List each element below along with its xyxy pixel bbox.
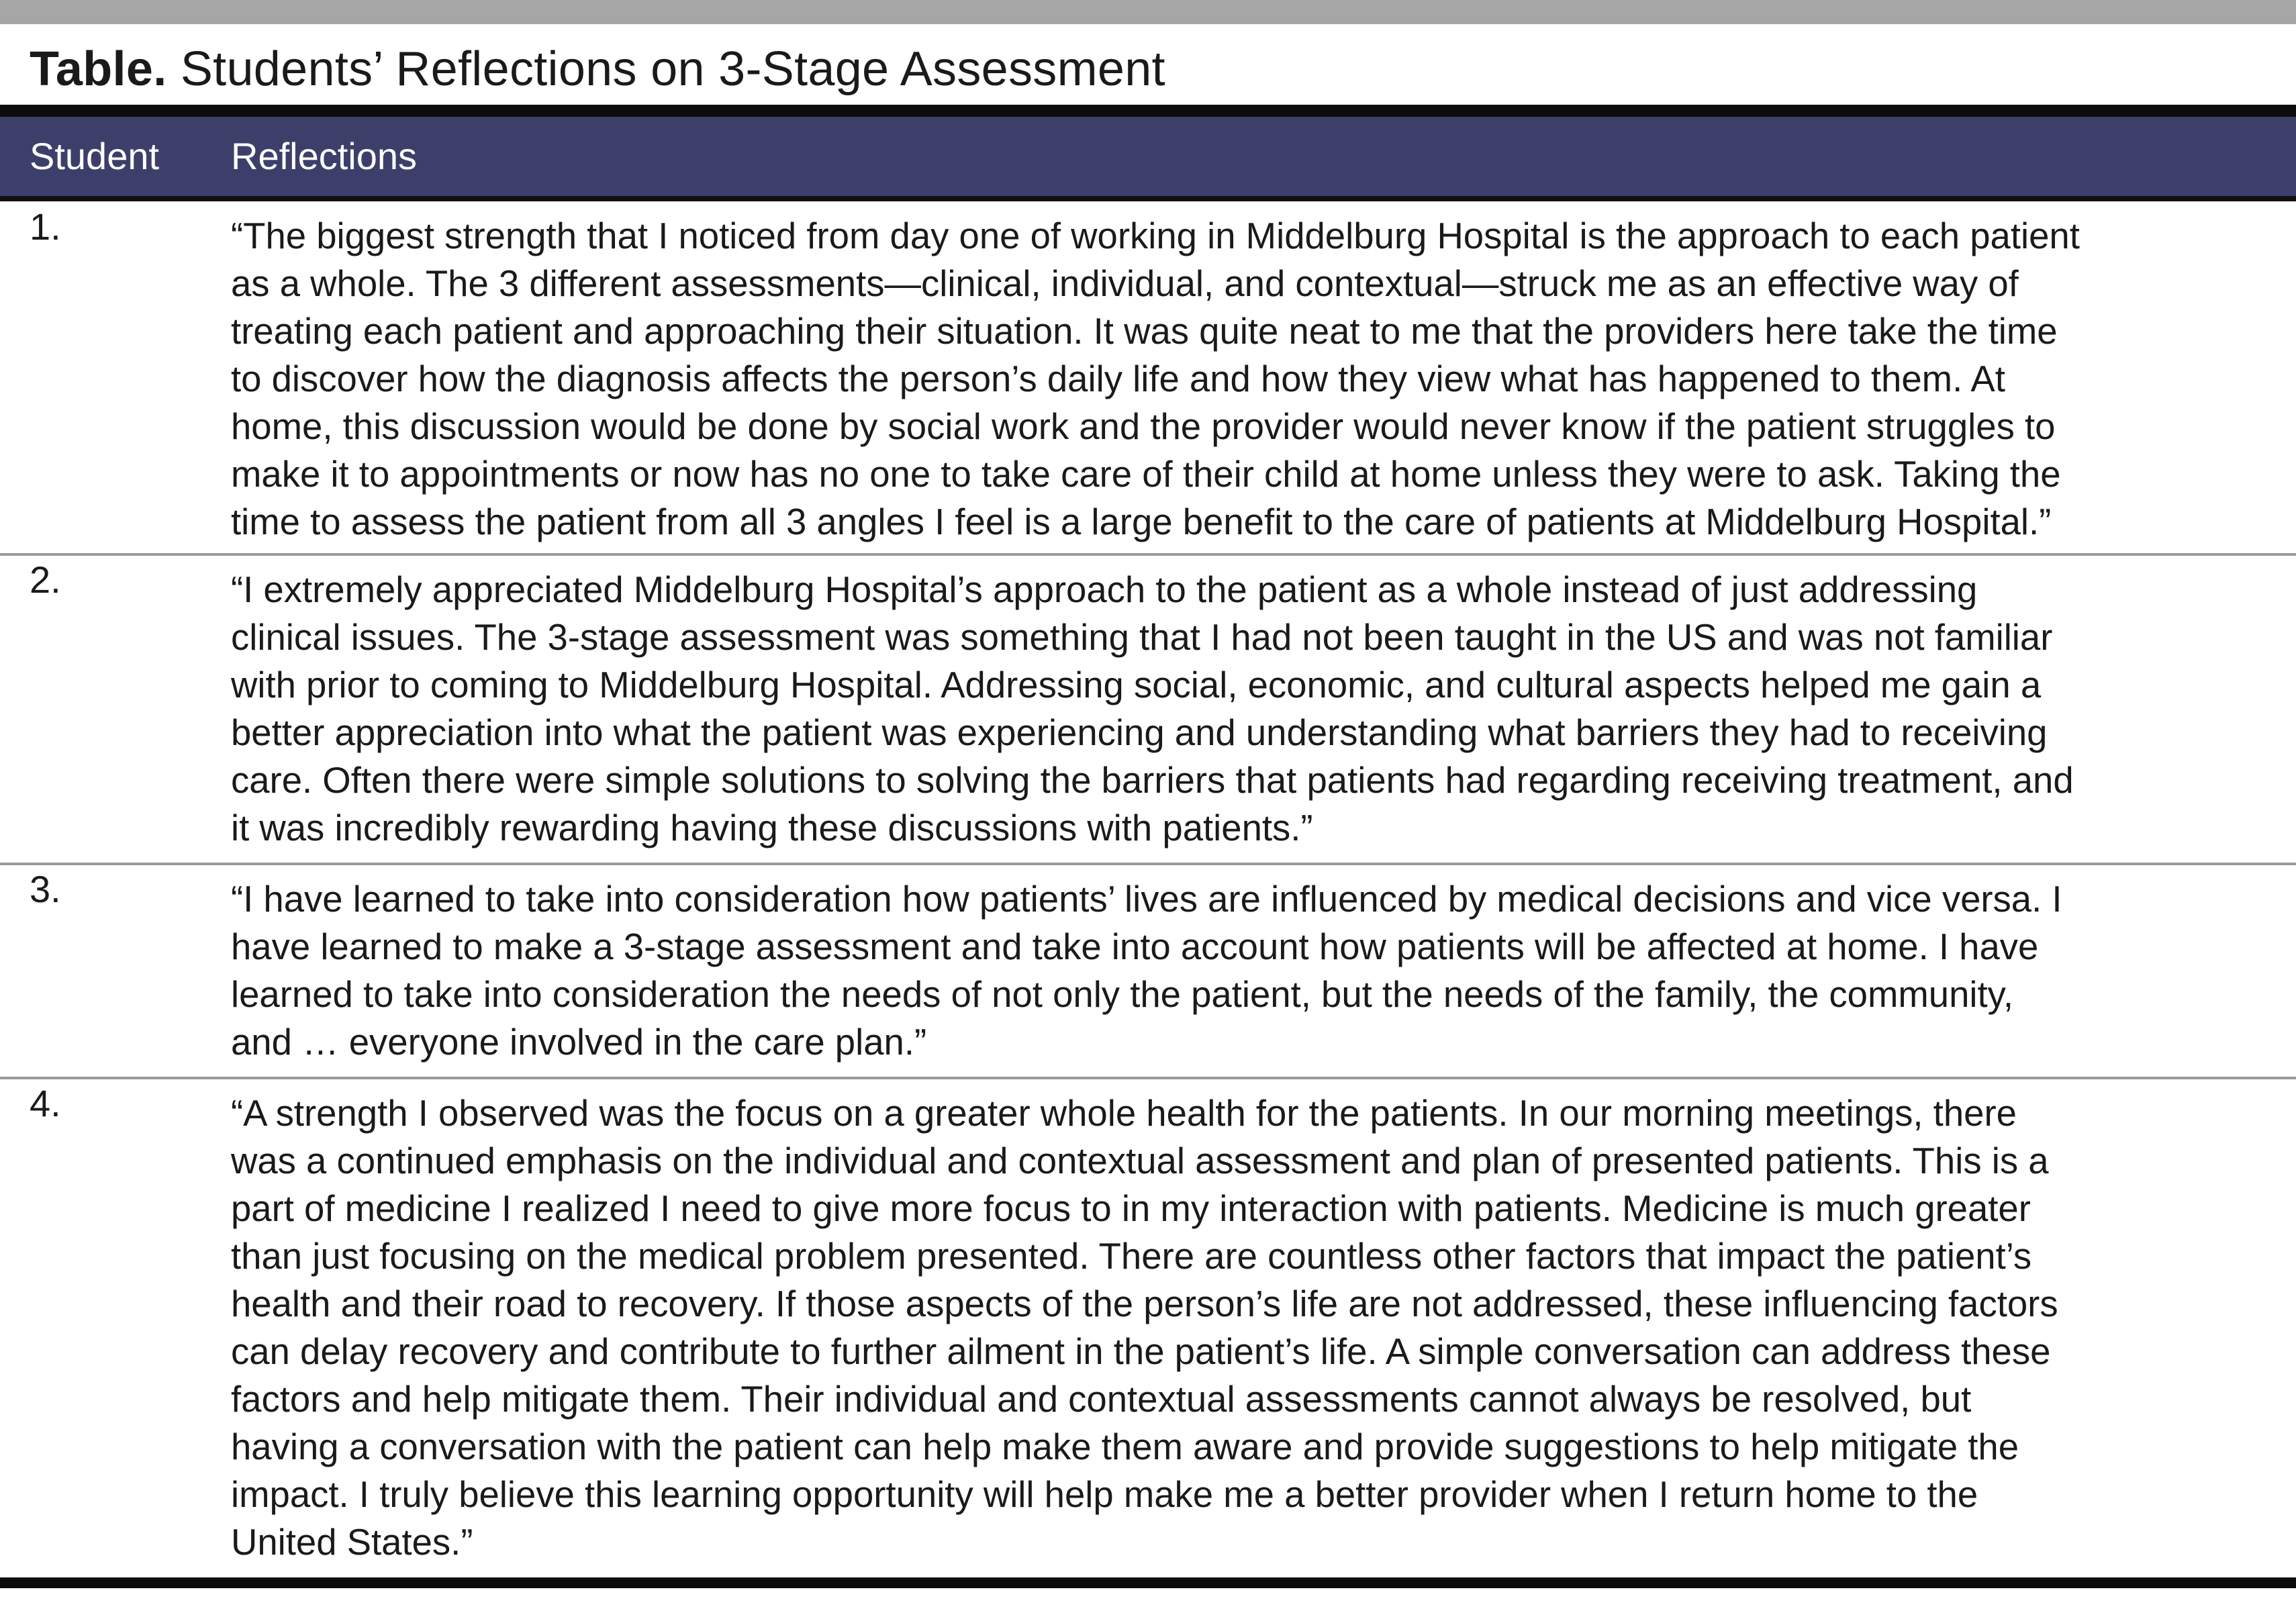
table-header xyxy=(0,117,2296,196)
student-number: 4. xyxy=(30,1082,61,1124)
reflection-text: “I have learned to take into consideration how patients’ lives are influenced by medical decisions and vice versa. I have learned to make a 3-stage assessment and take into account how patients will be affected at home. I have learned to take into consideration the needs of not only the patient, but the needs of the family, the community, and … everyone involved in the care plan.” xyxy=(231,879,2062,1063)
row-separator xyxy=(0,863,2296,865)
top-rule xyxy=(0,105,2296,117)
header-student: Student xyxy=(30,135,160,177)
row-separator xyxy=(0,1077,2296,1079)
student-number: 3. xyxy=(30,868,61,910)
table-caption xyxy=(30,39,1165,99)
row-separator xyxy=(0,553,2296,556)
student-number: 2. xyxy=(30,558,61,601)
caption-title: Students’ Reflections on 3-Stage Assessment xyxy=(180,42,1165,96)
header-rule xyxy=(0,196,2296,201)
reflection-text: “The biggest strength that I noticed from day one of working in Middelburg Hospital is the approach to each patient as a whole. The 3 different assessments—clinical, individual, and contextual—struck me as an effective way of treating each patient and approaching their situation. It was quite neat to me that the providers here take the time to discover how the diagnosis affects the person’s daily life and how they view what has happened to them. At home, this discussion would be done by social work and the provider would never know if the patient struggles to make it to appointments or now has no one to take care of their child at home unless they were to ask. Taking the time to assess the patient from all 3 angles I feel is a large benefit to the care of patients at Middelburg Hospital.” xyxy=(231,215,2080,542)
reflection-text: “I extremely appreciated Middelburg Hospital’s approach to the patient as a whole instead of just addressing clinical issues. The 3-stage assessment was something that I had not been taught in the US and was not familiar with prior to coming to Middelburg Hospital. Addressing social, economic, and cultural aspects helped me gain a better appreciation into what the patient was experiencing and understanding what barriers they had to receiving care. Often there were simple solutions to solving the barriers that patients had regarding receiving treatment, and it was incredibly rewarding having these discussions with patients.” xyxy=(231,569,2074,848)
top-band xyxy=(0,0,2296,24)
caption-label: Table. xyxy=(30,42,167,96)
header-reflections: Reflections xyxy=(231,135,418,177)
bottom-rule xyxy=(0,1577,2296,1588)
reflection-text: “A strength I observed was the focus on a greater whole health for the patients. In our morning meetings, there was a continued emphasis on the individual and contextual assessment and plan of presented patients. This is a part of medicine I realized I need to give more focus to in my interaction with patients. Medicine is much greater than just focusing on the medical problem presented. There are countless other factors that impact the patient’s health and their road to recovery. If those aspects of the person’s life are not addressed, these influencing factors can delay recovery and contribute to further ailment in the patient’s life. A simple conversation can address these factors and help mitigate them. Their individual and contextual assessments cannot always be resolved, but having a conversation with the patient can help make them aware and provide suggestions to help mitigate the impact. I truly believe this learning opportunity will help make me a better provider when I return home to the United States.” xyxy=(231,1093,2058,1563)
student-number: 1. xyxy=(30,205,61,248)
